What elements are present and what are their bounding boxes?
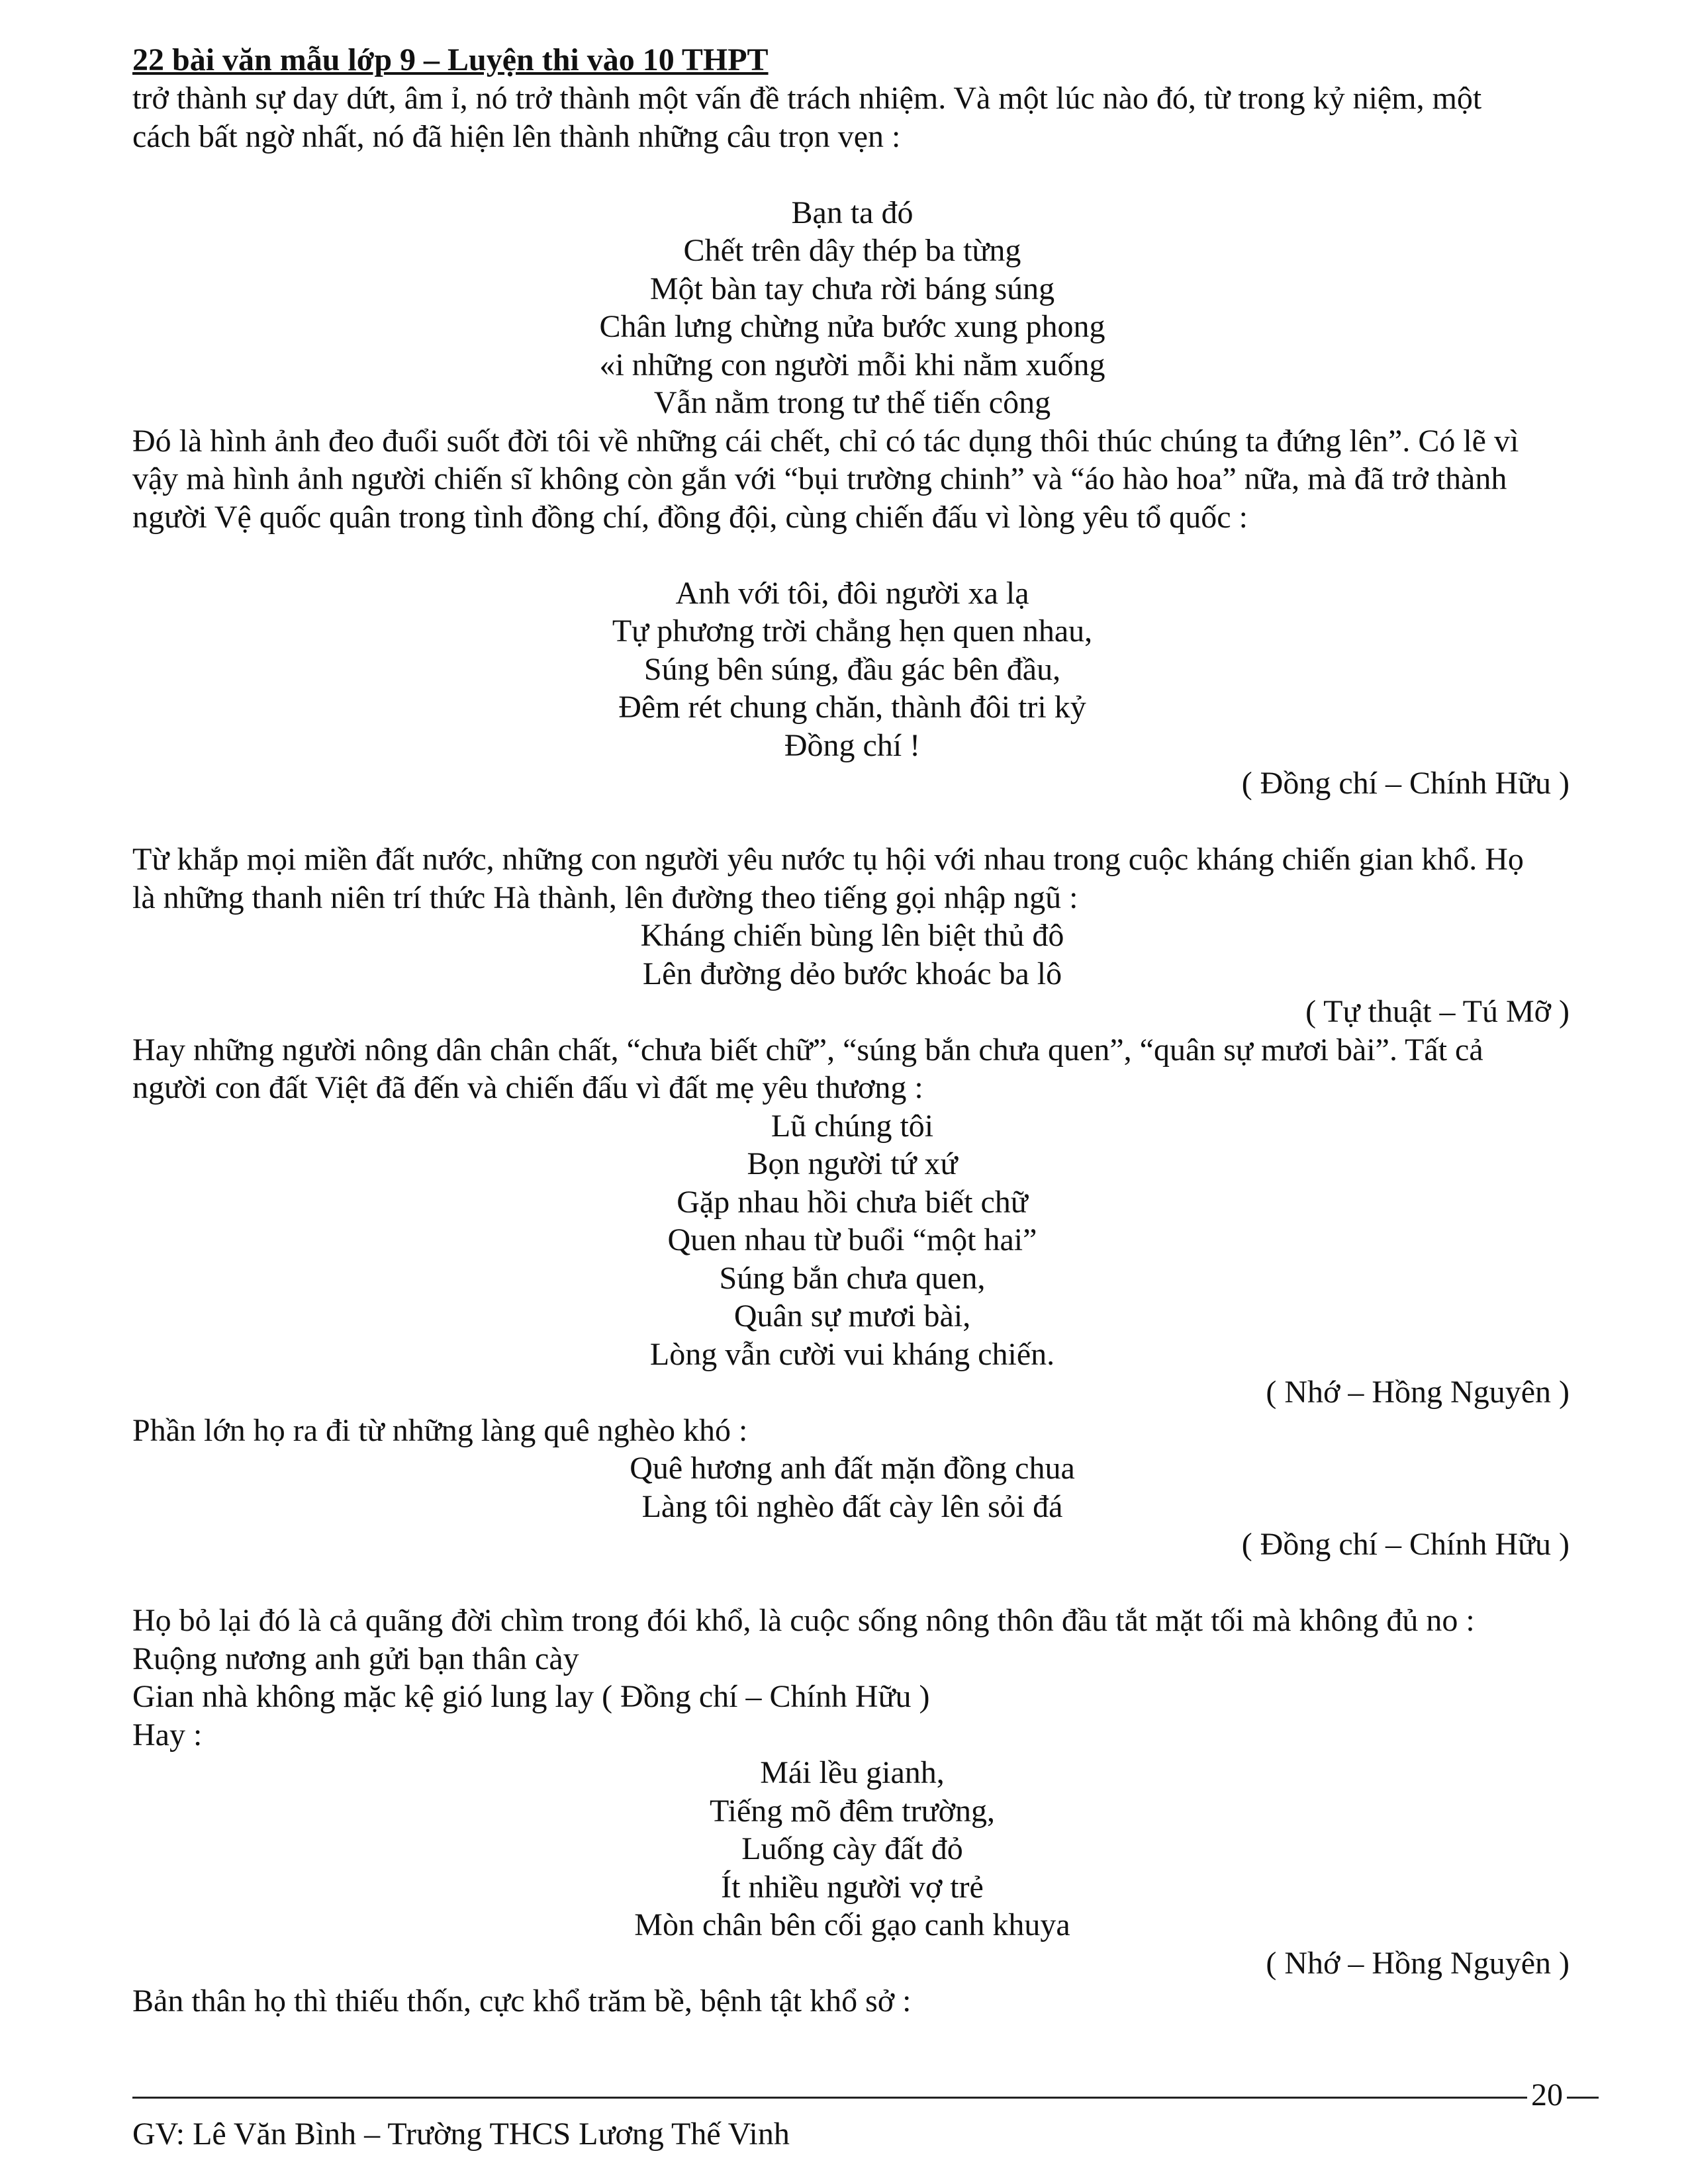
poem-line: «i những con người mỗi khi nằm xuống xyxy=(599,347,1105,383)
poem-line: Lòng vẫn cười vui kháng chiến. xyxy=(649,1336,1055,1372)
poem-line: Chết trên dây thép ba từng xyxy=(683,233,1021,268)
text-line: Hay những người nông dân chân chất, “chưa biết chữ”, “súng bắn chưa quen”, “quân sự mươi bài”. Tất cả xyxy=(132,1032,1483,1068)
footer-author-line: GV: Lê Văn Bình – Trường THCS Lương Thế Vinh xyxy=(132,2116,790,2152)
poem-attribution: ( Đồng chí – Chính Hữu ) xyxy=(1241,1527,1570,1562)
poem-line: Một bàn tay chưa rời báng súng xyxy=(649,271,1055,306)
poem-line: Đêm rét chung chăn, thành đôi tri kỷ xyxy=(618,690,1086,725)
poem-line: Tự phương trời chẳng hẹn quen nhau, xyxy=(612,614,1093,649)
poem-line: Tiếng mõ đêm trường, xyxy=(710,1793,995,1829)
text-line: trở thành sự day dứt, âm ỉ, nó trở thành một vấn đề trách nhiệm. Và một lúc nào đó, từ trong kỷ niệm, một xyxy=(132,81,1482,116)
text-line: Ruộng nương anh gửi bạn thân cày xyxy=(132,1641,579,1676)
poem-attribution: ( Tự thuật – Tú Mỡ ) xyxy=(1305,994,1570,1029)
text-line: người con đất Việt đã đến và chiến đấu vì đất mẹ yêu thương : xyxy=(132,1070,923,1105)
intro-paragraph xyxy=(132,79,1572,156)
text-line: người Vệ quốc quân trong tình đồng chí, đồng đội, cùng chiến đấu vì lòng yêu tổ quốc : xyxy=(132,499,1248,535)
poem-line: Lũ chúng tôi xyxy=(771,1108,934,1144)
text-line: Gian nhà không mặc kệ gió lung lay ( Đồng chí – Chính Hữu ) xyxy=(132,1679,930,1714)
text-line: Hay : xyxy=(132,1717,203,1752)
poem-line: Quân sự mươi bài, xyxy=(733,1298,971,1334)
text-line: là những thanh niên trí thức Hà thành, lên đường theo tiếng gọi nhập ngũ : xyxy=(132,880,1078,915)
paragraph-2 xyxy=(132,422,1572,537)
poem-line: Gặp nhau hồi chưa biết chữ xyxy=(677,1184,1028,1220)
poem-line: Anh với tôi, đôi người xa lạ xyxy=(675,575,1029,611)
text-line: Họ bỏ lại đó là cả quãng đời chìm trong đói khổ, là cuộc sống nông thôn đầu tắt mặt tối mà không đủ no : xyxy=(132,1603,1475,1638)
poem-line: Quê hương anh đất mặn đồng chua xyxy=(630,1451,1075,1486)
spacer xyxy=(132,1564,1572,1602)
poem-line: Mái lều gianh, xyxy=(760,1755,945,1790)
paragraph-7: Bản thân họ thì thiếu thốn, cực khổ trăm bề, bệnh tật khổ sở : xyxy=(132,1983,912,2019)
paragraph-5: Phần lớn họ ra đi từ những làng quê nghèo khó : xyxy=(132,1412,748,1448)
text-line: vậy mà hình ảnh người chiến sĩ không còn gắn với “bụi trường chinh” và “áo hào hoa” nữa, mà đã trở thành xyxy=(132,461,1507,496)
poem-attribution: ( Đồng chí – Chính Hữu ) xyxy=(1241,766,1570,801)
paragraph-6 xyxy=(132,1602,1572,1754)
poem-line: Luống cày đất đỏ xyxy=(741,1831,963,1866)
poem-block-2 xyxy=(132,574,1572,765)
text-line: Đó là hình ảnh đeo đuổi suốt đời tôi về những cái chết, chỉ có tác dụng thôi thúc chúng ta đứng lên”. Có lẽ vì xyxy=(132,423,1519,459)
poem-line: Lên đường dẻo bước khoác ba lô xyxy=(642,956,1062,991)
spacer xyxy=(132,156,1572,194)
document-page xyxy=(132,41,1572,2021)
poem-line: Bọn người tứ xứ xyxy=(747,1146,958,1181)
poem-line: Chân lưng chừng nửa bước xung phong xyxy=(599,309,1105,344)
poem-line: Súng bắn chưa quen, xyxy=(719,1260,986,1296)
poem-line: Đồng chí ! xyxy=(784,727,921,763)
spacer xyxy=(132,536,1572,574)
paragraph-3 xyxy=(132,841,1572,917)
poem-line: Bạn ta đó xyxy=(791,195,914,230)
poem-attribution: ( Nhớ – Hồng Nguyên ) xyxy=(1266,1375,1570,1410)
spacer xyxy=(132,803,1572,841)
text-line: cách bất ngờ nhất, nó đã hiện lên thành những câu trọn vẹn : xyxy=(132,118,901,154)
poem-block-3 xyxy=(132,917,1572,993)
poem-line: Vẫn nằm trong tư thế tiến công xyxy=(653,385,1051,420)
paragraph-4 xyxy=(132,1031,1572,1107)
poem-line: Ít nhiều người vợ trẻ xyxy=(721,1869,984,1905)
poem-line: Mòn chân bên cối gạo canh khuya xyxy=(634,1907,1070,1942)
poem-block-4 xyxy=(132,1107,1572,1374)
poem-attribution: ( Nhớ – Hồng Nguyên ) xyxy=(1266,1945,1570,1981)
poem-line: Kháng chiến bùng lên biệt thủ đô xyxy=(640,918,1064,953)
text-line: Từ khắp mọi miền đất nước, những con người yêu nước tụ hội với nhau trong cuộc kháng chiến gian khổ. Họ xyxy=(132,842,1524,877)
poem-line: Quen nhau từ buổi “một hai” xyxy=(667,1222,1037,1257)
poem-block-1 xyxy=(132,194,1572,422)
poem-block-5 xyxy=(132,1449,1572,1525)
poem-line: Làng tôi nghèo đất cày lên sỏi đá xyxy=(641,1488,1063,1524)
poem-line: Súng bên súng, đầu gác bên đầu, xyxy=(643,651,1061,687)
poem-block-6 xyxy=(132,1754,1572,1944)
page-number: 20 xyxy=(1527,2077,1567,2114)
footer-divider xyxy=(132,2097,1599,2099)
document-header-title: 22 bài văn mẫu lớp 9 – Luyện thi vào 10 THPT xyxy=(132,42,769,77)
